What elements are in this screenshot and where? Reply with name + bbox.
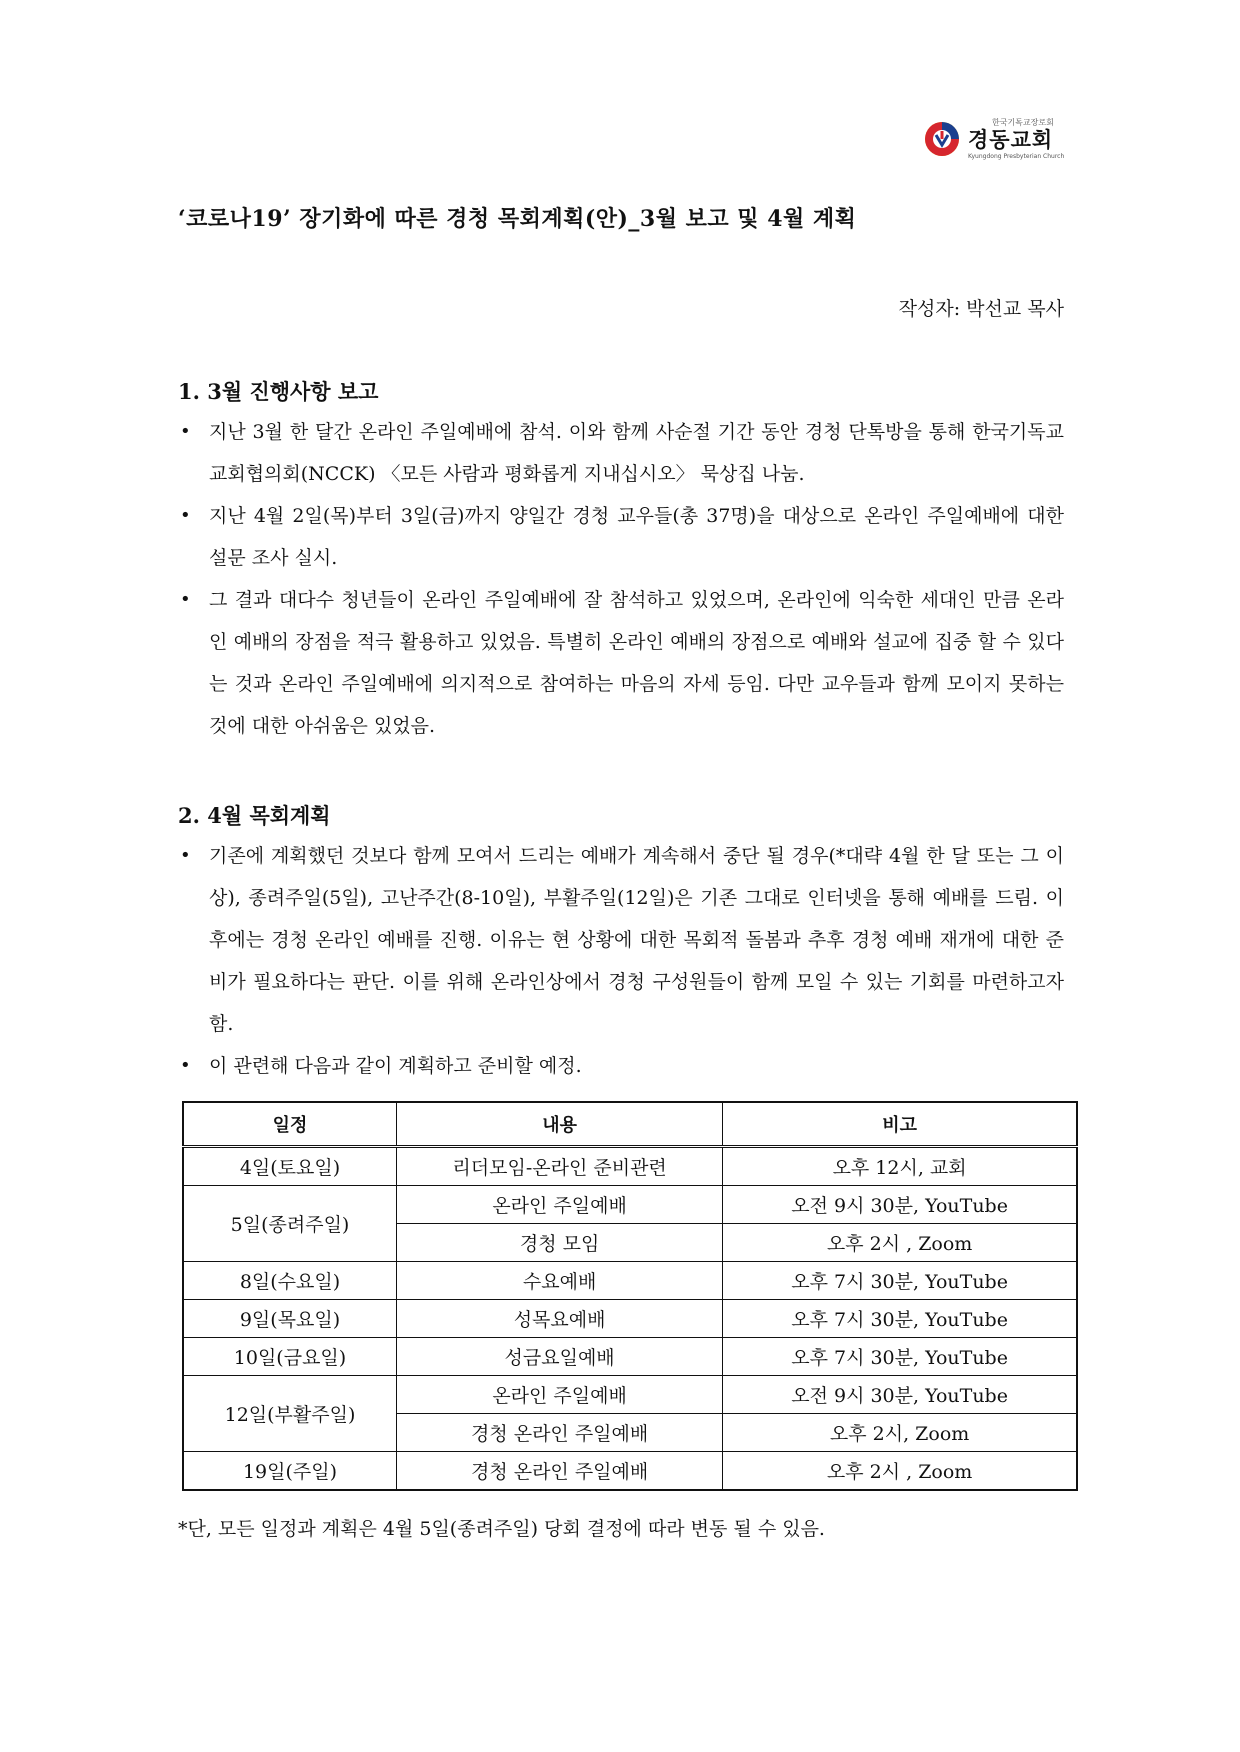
cell-content: 경청 온라인 주일예배	[397, 1452, 723, 1491]
table-row	[183, 1186, 1077, 1224]
cell-content: 리더모임-온라인 준비관련	[397, 1147, 723, 1186]
logo-sub-text: Kyungdong Presbyterian Church	[968, 152, 1065, 160]
section-2-list	[178, 835, 1064, 1087]
schedule-table	[182, 1101, 1078, 1491]
table-row	[183, 1452, 1077, 1491]
cell-content: 경청 모임	[397, 1224, 723, 1262]
cell-date: 5일(종려주일)	[183, 1186, 397, 1262]
author-line: 작성자: 박선교 목사	[898, 298, 1064, 320]
section-2-bullet: • 이 관련해 다음과 같이 계획하고 준비할 예정.	[178, 1045, 1064, 1087]
header-content: 내용	[397, 1102, 723, 1147]
logo-top-text: 한국기독교장로회	[992, 117, 1054, 127]
cell-content: 성금요일예배	[397, 1338, 723, 1376]
section-1-bullet: • 지난 3월 한 달간 온라인 주일예배에 참석. 이와 함께 사순절 기간 동안 경청 단톡방을 통해 한국기독교교회협의회(NCCK) 〈모든 사람과 평화롭게 지내십시오〉 묵상집 나눔.	[178, 411, 1064, 495]
cell-note: 오후 7시 30분, YouTube	[723, 1300, 1077, 1338]
cell-content: 수요예배	[397, 1262, 723, 1300]
cell-note: 오후 2시 , Zoom	[723, 1224, 1077, 1262]
cell-note: 오후 7시 30분, YouTube	[723, 1338, 1077, 1376]
cell-content: 온라인 주일예배	[397, 1376, 723, 1414]
table-row	[183, 1376, 1077, 1414]
cell-date: 19일(주일)	[183, 1452, 397, 1491]
header-note: 비고	[723, 1102, 1077, 1147]
cell-content: 성목요예배	[397, 1300, 723, 1338]
cell-date: 4일(토요일)	[183, 1147, 397, 1186]
table-row	[183, 1147, 1077, 1186]
cell-note: 오후 12시, 교회	[723, 1147, 1077, 1186]
cell-note: 오전 9시 30분, YouTube	[723, 1376, 1077, 1414]
cell-date: 10일(금요일)	[183, 1338, 397, 1376]
section-1-bullet: • 그 결과 대다수 청년들이 온라인 주일예배에 잘 참석하고 있었으며, 온라인에 익숙한 세대인 만큼 온라인 예배의 장점을 적극 활용하고 있었음. 특별히 온라인 예배의 장점으로 예배와 설교에 집중 할 수 있다는 것과 온라인 주일예배에 의지적으로 참여하는 마음의 자세 등임. 다만 교우들과 함께 모이지 못하는 것에 대한 아쉬움은 있었음.	[178, 579, 1064, 747]
header-date: 일정	[183, 1102, 397, 1147]
cell-date: 8일(수요일)	[183, 1262, 397, 1300]
cell-content: 경청 온라인 주일예배	[397, 1414, 723, 1452]
table-header-row	[183, 1102, 1077, 1147]
section-1-heading: 1. 3월 진행사항 보고	[178, 379, 379, 404]
church-logo	[924, 108, 1074, 170]
section-1-list	[178, 411, 1064, 747]
table-row	[183, 1338, 1077, 1376]
church-emblem-icon	[924, 121, 960, 157]
cell-note: 오전 9시 30분, YouTube	[723, 1186, 1077, 1224]
logo-main-text: 경동교회	[968, 127, 1054, 152]
section-1-bullet: • 지난 4월 2일(목)부터 3일(금)까지 양일간 경청 교우들(총 37명)을 대상으로 온라인 주일예배에 대한 설문 조사 실시.	[178, 495, 1064, 579]
section-2-bullet: • 기존에 계획했던 것보다 함께 모여서 드리는 예배가 계속해서 중단 될 경우(*대략 4월 한 달 또는 그 이상), 종려주일(5일), 고난주간(8-10일), 부활주일(12일)은 기존 그대로 인터넷을 통해 예배를 드림. 이후에는 경청 온라인 예배를 진행. 이유는 현 상황에 대한 목회적 돌봄과 추후 경청 예배 재개에 대한 준비가 필요하다는 판단. 이를 위해 온라인상에서 경청 구성원들이 함께 모일 수 있는 기회를 마련하고자 함.	[178, 835, 1064, 1045]
table-row	[183, 1262, 1077, 1300]
cell-note: 오후 7시 30분, YouTube	[723, 1262, 1077, 1300]
cell-date: 9일(목요일)	[183, 1300, 397, 1338]
cell-date: 12일(부활주일)	[183, 1376, 397, 1452]
table-row	[183, 1300, 1077, 1338]
cell-note: 오후 2시 , Zoom	[723, 1452, 1077, 1491]
document-title: ‘코로나19’ 장기화에 따른 경청 목회계획(안)_3월 보고 및 4월 계획	[178, 206, 857, 232]
cell-note: 오후 2시, Zoom	[723, 1414, 1077, 1452]
cell-content: 온라인 주일예배	[397, 1186, 723, 1224]
footnote: *단, 모든 일정과 계획은 4월 5일(종려주일) 당회 결정에 따라 변동 될 수 있음.	[178, 1518, 825, 1540]
section-2-heading: 2. 4월 목회계획	[178, 803, 331, 828]
